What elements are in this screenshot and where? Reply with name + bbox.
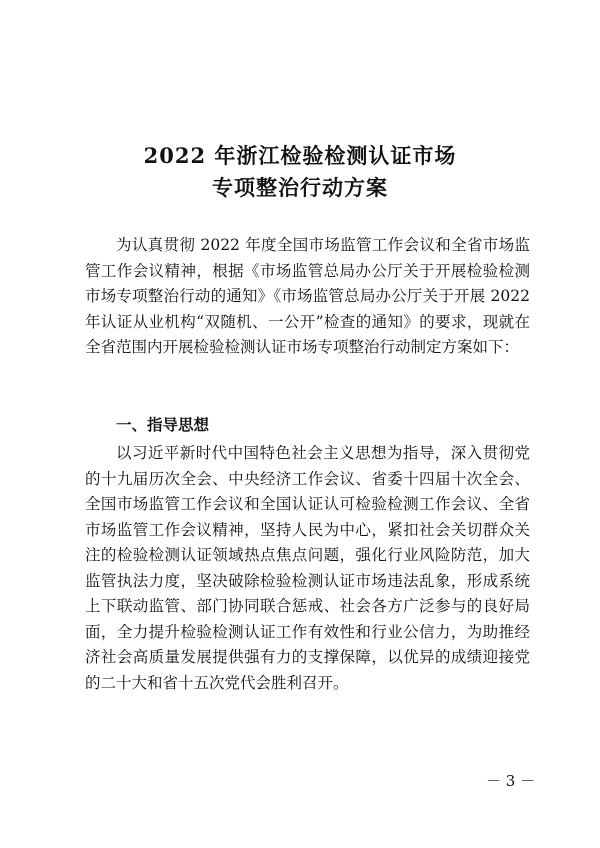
section-heading-guiding-ideology: 一、指导思想 [116,416,210,434]
document-title-line-1: 2022 年浙江检验检测认证市场 [143,143,457,168]
intro-paragraph: 为认真贯彻 2022 年度全国市场监管工作会议和全省市场监管工作会议精神，根据《市场监管总局办公厅关于开展检验检测市场专项整治行动的通知》《市场监管总局办公厅关于开展 2022 年认证从业机构“双随机、一公开”检查的通知》的要求，现就在全省范围内开展检验检测认证市场专项整治行动制定方案如下： [85,236,530,356]
document-title-line-2: 专项整治行动方案 [212,175,388,200]
guiding-ideology-paragraph: 以习近平新时代中国特色社会主义思想为指导，深入贯彻党的十九届历次全会、中央经济工作会议、省委十四届十次全会、全国市场监管工作会议和全国认证认可检验检测工作会议、全省市场监管工作会议精神，坚持人民为中心，紧扣社会关切群众关注的检验检测认证领域热点焦点问题，强化行业风险防范，加大监管执法力度，坚决破除检验检测认证市场违法乱象，形成系统上下联动监管、部门协同联合惩戒、社会各方广泛参与的良好局面，全力提升检验检测认证工作有效性和行业公信力，为助推经济社会高质量发展提供强有力的支撑保障，以优异的成绩迎接党的二十大和省十五次党代会胜利召开。 [85,444,530,692]
page-number: － 3 － [486,772,536,790]
